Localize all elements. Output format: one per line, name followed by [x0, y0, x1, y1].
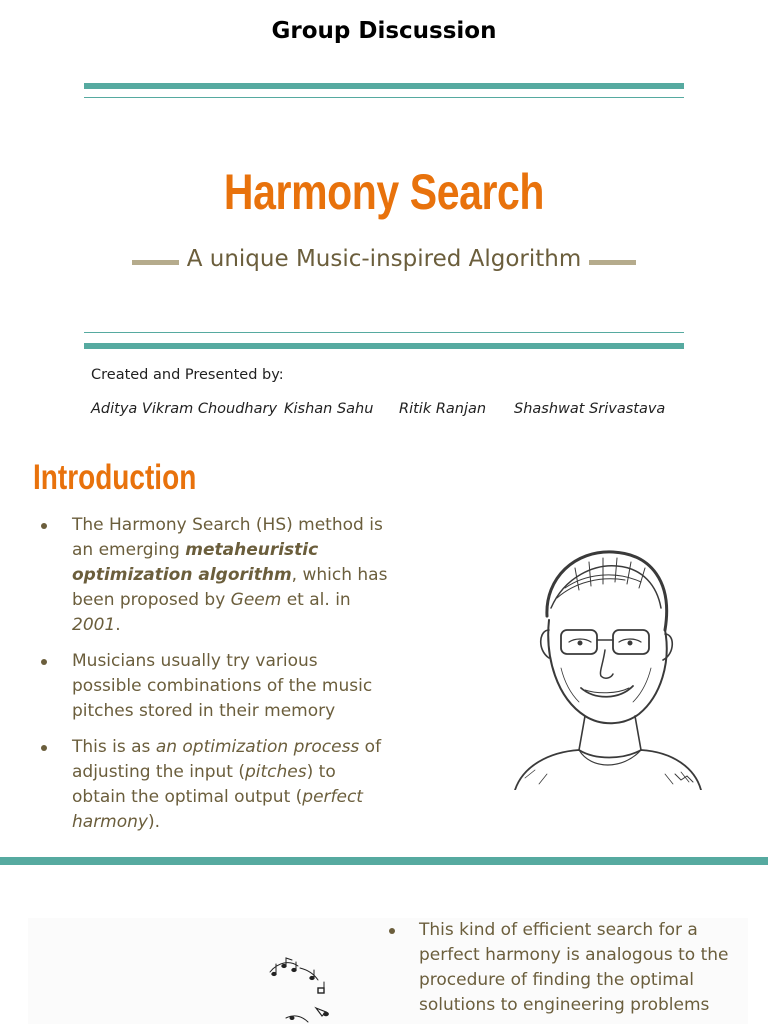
- bullet-icon: [389, 928, 395, 934]
- list-item: [38, 735, 388, 835]
- author-name: Shashwat Srivastava: [514, 401, 666, 417]
- bullet-icon: [41, 523, 47, 529]
- bullet-emphasis: pitches: [245, 762, 307, 782]
- bullet-emphasis: Geem: [230, 590, 282, 610]
- bullet-text: This kind of efficient search for a perfect harmony is analogous to the procedure of finding the optimal solutions to engineering problems: [419, 920, 729, 1015]
- document-header: Group Discussion: [271, 18, 497, 44]
- cover-rule-thick: [84, 343, 684, 349]
- bullet-emphasis: 2001: [72, 615, 116, 635]
- bullet-icon: [41, 659, 47, 665]
- top-rule-thin: [84, 97, 684, 98]
- bullet-text: ).: [147, 812, 161, 832]
- bullet-text: et al. in: [281, 590, 351, 610]
- bullet-text: This is as: [72, 737, 156, 757]
- portrait-sketch-icon: [505, 538, 710, 790]
- cover-rule-thin: [84, 332, 684, 333]
- music-notes-icon: [264, 956, 344, 1024]
- cover-title: Harmony Search: [223, 164, 545, 220]
- bullet-text: ) to obtain the optimal output (: [72, 762, 336, 807]
- introduction-bullet-list: [38, 513, 388, 846]
- section-divider-band: [0, 857, 768, 865]
- list-item: [38, 513, 388, 638]
- author-name: Aditya Vikram Choudhary: [91, 401, 278, 417]
- cover-subtitle-row: [0, 246, 768, 272]
- section-heading-introduction: Introduction: [33, 458, 197, 497]
- bullet-emphasis: an optimization process: [155, 737, 360, 757]
- bullet-text: The Harmony Search (HS) method is an emerging: [72, 515, 383, 560]
- credits-label: Created and Presented by:: [91, 367, 284, 383]
- section2-bullet-list: [386, 918, 746, 1018]
- bullet-emphasis: perfect harmony: [72, 787, 363, 832]
- author-name: Ritik Ranjan: [399, 401, 487, 417]
- bullet-icon: [41, 745, 47, 751]
- bullet-text: .: [115, 615, 121, 635]
- bullet-text: Musicians usually try various possible combinations of the music pitches stored in their memory: [72, 651, 373, 721]
- list-item: [38, 649, 388, 724]
- bullet-text: , which has been proposed by: [72, 565, 388, 610]
- author-name: Kishan Sahu: [284, 401, 374, 417]
- list-item: [386, 918, 746, 1018]
- top-rule-thick: [84, 83, 684, 89]
- subtitle-dash-right: [589, 260, 636, 265]
- bullet-emphasis: metaheuristic optimization algorithm: [72, 540, 319, 585]
- bullet-text: of adjusting the input (: [72, 737, 382, 782]
- cover-subtitle: A unique Music-inspired Algorithm: [186, 246, 582, 272]
- subtitle-dash-left: [132, 260, 179, 265]
